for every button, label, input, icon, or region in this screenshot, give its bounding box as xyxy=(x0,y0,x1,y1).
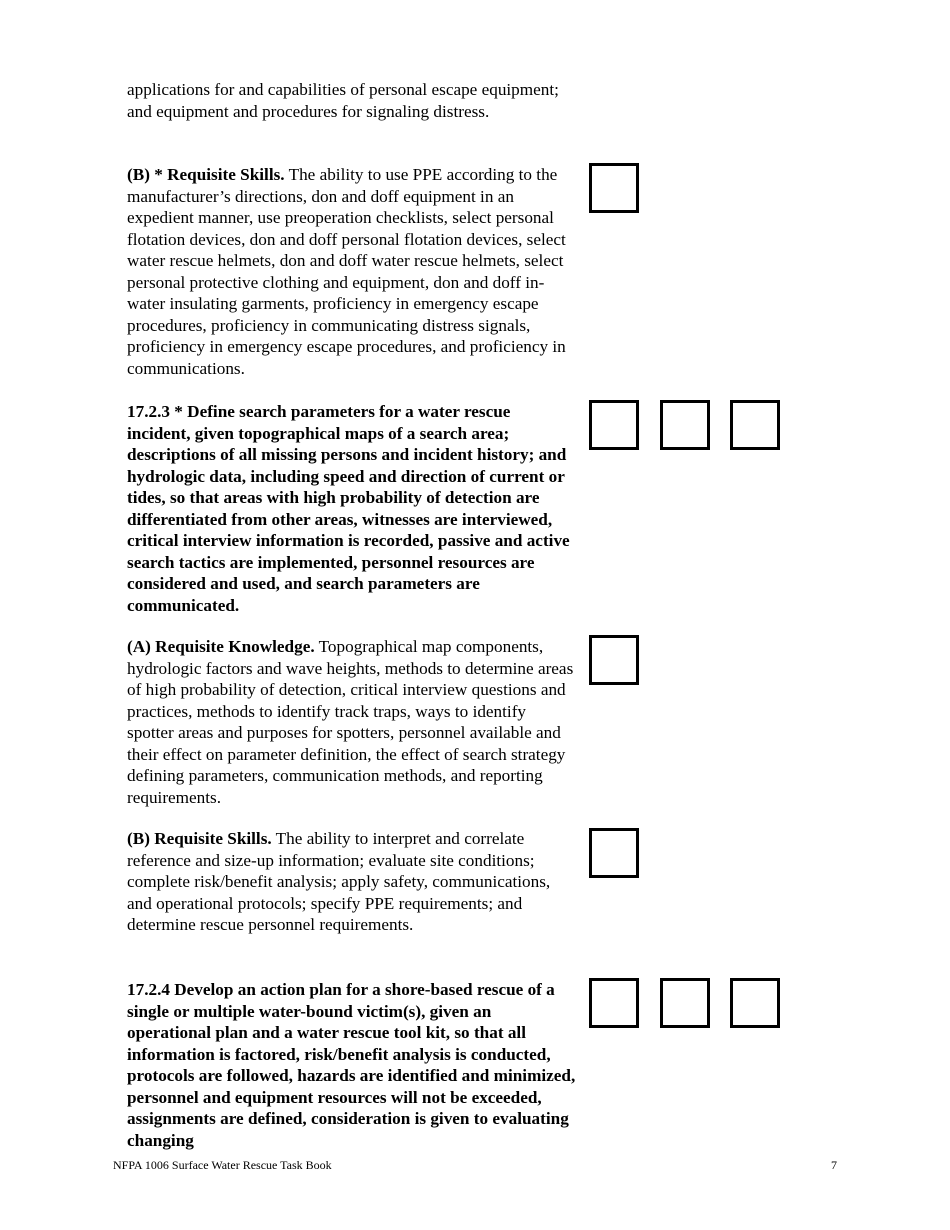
page-number: 7 xyxy=(831,1158,837,1172)
requisite-skills-paragraph-2 xyxy=(127,828,577,936)
section-17-2-4: 17.2.4 Develop an action plan for a shore-based rescue of a single or multiple water-bound victim(s), given an operational plan and a water rescue tool kit, so that all information is factored, risk/benefit analysis is conducted, protocols are followed, hazards are identified and minimized, personnel and equipment resources will not be exceeded, assignments are defined, consideration is given to evaluating changing xyxy=(127,980,576,1150)
continued-paragraph: applications for and capabilities of personal escape equipment; and equipment and procedures for signaling distress. xyxy=(127,80,559,121)
checkbox-skills-1[interactable] xyxy=(589,163,639,213)
paragraph-label: (A) Requisite Knowledge. xyxy=(127,637,315,656)
footer-title: NFPA 1006 Surface Water Rescue Task Book xyxy=(113,1158,332,1172)
checkbox-knowledge[interactable] xyxy=(589,635,639,685)
paragraph-label: (B) Requisite Skills. xyxy=(127,829,272,848)
section-17-2-3: 17.2.3 * Define search parameters for a water rescue incident, given topographical maps of a search area; descriptions of all missing persons and incident history; and hydrologic data, including speed and direction of current or tides, so that areas with high probability of detection are differentiated from other areas, witnesses are interviewed, critical interview information is recorded, passive and active search tactics are implemented, personnel resources are considered and used, and search parameters are communicated. xyxy=(127,402,570,615)
checkbox-skills-2[interactable] xyxy=(589,828,639,878)
checkbox-17-2-4-2[interactable] xyxy=(660,978,710,1028)
requisite-knowledge-paragraph xyxy=(127,636,577,808)
checkbox-17-2-3-1[interactable] xyxy=(589,400,639,450)
checkbox-17-2-3-2[interactable] xyxy=(660,400,710,450)
paragraph-text: The ability to interpret and correlate reference and size-up information; evaluate site conditions; complete risk/benefit analysis; apply safety, communications, and operational protocols; specify PPE requirements; and determine rescue personnel requirements. xyxy=(127,829,551,934)
checkbox-17-2-4-1[interactable] xyxy=(589,978,639,1028)
checkbox-17-2-3-3[interactable] xyxy=(730,400,780,450)
requisite-skills-paragraph-1 xyxy=(127,164,577,379)
checkbox-17-2-4-3[interactable] xyxy=(730,978,780,1028)
paragraph-text: The ability to use PPE according to the manufacturer’s directions, don and doff equipment in an expedient manner, use preoperation checklists, select personal flotation devices, don and doff personal flotation devices, select water rescue helmets, don and doff water rescue helmets, select personal protective clothing and equipment, don and doff in-water insulating garments, proficiency in emergency escape procedures, proficiency in communicating distress signals, proficiency in emergency escape procedures, and proficiency in communications. xyxy=(127,165,566,378)
paragraph-label: (B) * Requisite Skills. xyxy=(127,165,285,184)
paragraph-text: Topographical map components, hydrologic factors and wave heights, methods to determine areas of high probability of detection, critical interview questions and practices, methods to identify track traps, ways to identify spotter areas and purposes for spotters, personnel available and their effect on parameter definition, the effect of search strategy defining parameters, communication methods, and reporting requirements. xyxy=(127,637,574,807)
